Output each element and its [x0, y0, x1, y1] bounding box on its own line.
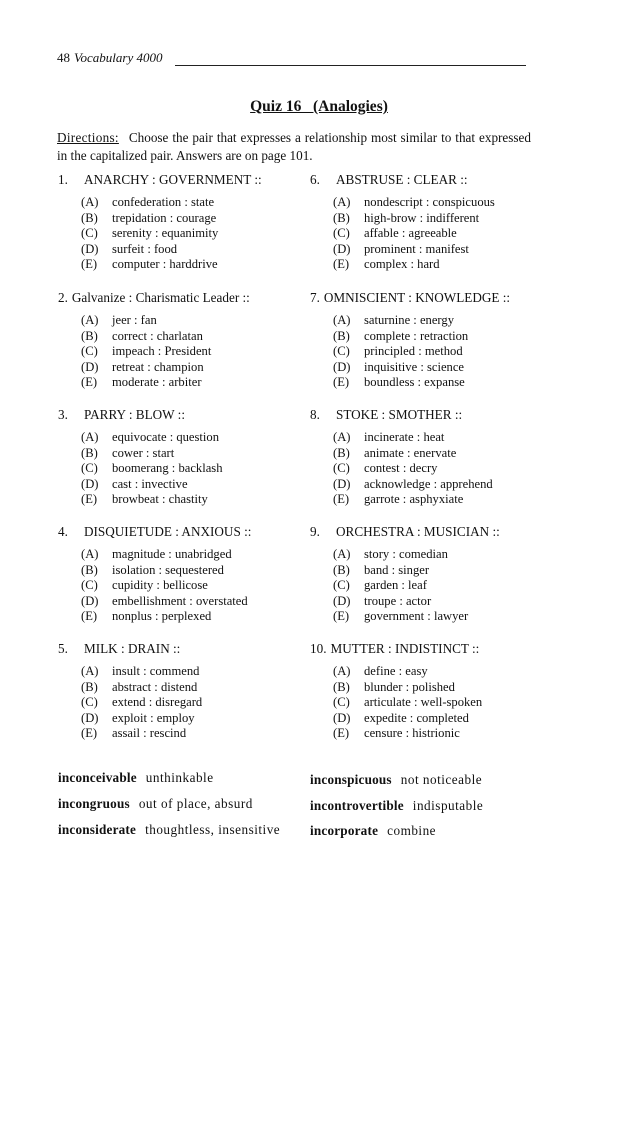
question-stem [58, 641, 308, 659]
option-letter: (A) [333, 547, 351, 561]
question-text: ORCHESTRA : MUSICIAN :: [336, 524, 500, 539]
vocab-item [58, 770, 214, 786]
answer-option [81, 430, 308, 446]
question-number: 6. [310, 172, 320, 187]
answer-option [81, 680, 308, 696]
option-text: expedite : completed [364, 710, 469, 725]
question-text: MILK : DRAIN :: [84, 641, 181, 656]
question-stem [58, 407, 308, 425]
question-stem [310, 172, 560, 190]
question-5 [58, 641, 308, 742]
answer-option [333, 430, 560, 446]
option-letter: (D) [81, 476, 99, 491]
answer-option [81, 664, 308, 680]
option-text: retreat : champion [112, 359, 204, 374]
option-text: extend : disregard [112, 695, 203, 710]
option-list [333, 313, 560, 391]
option-list [333, 664, 560, 742]
option-list [81, 664, 308, 742]
option-letter: (A) [81, 195, 99, 209]
question-number: 2. [58, 290, 68, 305]
question-number: 4. [58, 524, 68, 539]
option-text: jeer : fan [112, 313, 157, 327]
vocab-word: inconspicuous [310, 772, 392, 787]
answer-option [81, 360, 308, 376]
book-title: Vocabulary 4000 [74, 50, 163, 65]
option-letter: (C) [333, 695, 350, 710]
option-letter: (C) [81, 461, 98, 476]
option-text: affable : agreeable [364, 226, 457, 241]
option-letter: (C) [81, 344, 98, 359]
option-text: inquisitive : science [364, 359, 465, 374]
option-text: exploit : employ [112, 710, 195, 725]
answer-option [333, 492, 560, 508]
question-stem [310, 641, 560, 659]
vocab-word: incorporate [310, 823, 379, 838]
vocab-item [58, 796, 253, 812]
option-text: story : comedian [364, 547, 448, 561]
header-rule [175, 65, 526, 66]
option-text: government : lawyer [364, 609, 469, 624]
answer-option [81, 226, 308, 242]
answer-option [81, 492, 308, 508]
option-text: complex : hard [364, 257, 440, 272]
question-3 [58, 407, 308, 508]
answer-option [81, 594, 308, 610]
vocab-item [310, 823, 436, 839]
option-text: cower : start [112, 445, 175, 460]
answer-option [81, 344, 308, 360]
answer-option [333, 609, 560, 625]
question-text: MUTTER : INDISTINCT :: [330, 641, 480, 656]
answer-option [81, 477, 308, 493]
page-header [57, 51, 526, 66]
option-letter: (C) [333, 461, 350, 476]
question-8 [310, 407, 560, 508]
answer-option [81, 547, 308, 563]
answer-option [333, 695, 560, 711]
option-list [81, 313, 308, 391]
option-list [333, 547, 560, 625]
option-text: moderate : arbiter [112, 375, 202, 390]
option-letter: (B) [333, 210, 350, 225]
option-letter: (B) [81, 562, 98, 577]
option-list [333, 430, 560, 508]
option-letter: (B) [333, 562, 350, 577]
vocab-word: incongruous [58, 796, 130, 811]
option-text: garrote : asphyxiate [364, 492, 464, 507]
question-9 [310, 524, 560, 625]
vocab-definition: not noticeable [400, 772, 483, 787]
option-letter: (C) [333, 344, 350, 359]
answer-option [333, 375, 560, 391]
option-letter: (D) [81, 359, 99, 374]
option-text: troupe : actor [364, 593, 432, 608]
answer-option [81, 375, 308, 391]
directions [57, 129, 531, 165]
option-text: high-brow : indifferent [364, 210, 480, 225]
question-number: 8. [310, 407, 320, 422]
option-text: acknowledge : apprehend [364, 476, 493, 491]
answer-option [81, 578, 308, 594]
question-stem [58, 524, 308, 542]
option-text: saturnine : energy [364, 313, 454, 327]
question-stem [310, 524, 560, 542]
option-letter: (D) [81, 241, 99, 256]
option-text: cast : invective [112, 476, 188, 491]
question-stem [310, 290, 560, 308]
question-text: STOKE : SMOTHER :: [336, 407, 463, 422]
option-letter: (B) [333, 679, 350, 694]
option-text: boomerang : backlash [112, 461, 223, 476]
option-letter: (E) [333, 375, 350, 390]
question-number: 5. [58, 641, 68, 656]
answer-option [81, 726, 308, 742]
option-letter: (D) [333, 710, 351, 725]
vocab-item [310, 772, 482, 788]
option-text: assail : rescind [112, 726, 187, 741]
option-letter: (A) [333, 195, 351, 209]
question-text: Galvanize : Charismatic Leader :: [71, 290, 250, 305]
option-text: equivocate : question [112, 430, 220, 444]
option-text: trepidation : courage [112, 210, 217, 225]
option-text: principled : method [364, 344, 463, 359]
option-text: animate : enervate [364, 445, 457, 460]
option-letter: (B) [81, 679, 98, 694]
option-letter: (A) [333, 430, 351, 444]
option-letter: (D) [333, 476, 351, 491]
answer-option [333, 664, 560, 680]
answer-option [333, 446, 560, 462]
question-number: 10. [310, 641, 327, 656]
vocab-definition: thoughtless, insensitive [145, 822, 281, 837]
answer-option [333, 726, 560, 742]
option-letter: (C) [81, 226, 98, 241]
option-letter: (A) [81, 313, 99, 327]
option-text: nonplus : perplexed [112, 609, 212, 624]
option-text: garden : leaf [364, 578, 427, 593]
question-number: 3. [58, 407, 68, 422]
question-stem [58, 290, 308, 308]
option-list [81, 195, 308, 273]
answer-option [81, 211, 308, 227]
vocab-word: incontrovertible [310, 798, 404, 813]
option-letter: (C) [81, 578, 98, 593]
answer-option [81, 609, 308, 625]
vocab-word: inconceivable [58, 770, 137, 785]
option-letter: (E) [333, 257, 350, 272]
question-text: ANARCHY : GOVERNMENT :: [84, 172, 262, 187]
answer-option [333, 547, 560, 563]
option-letter: (E) [81, 257, 98, 272]
question-stem [310, 407, 560, 425]
answer-option [333, 477, 560, 493]
answer-option [333, 226, 560, 242]
vocab-item [58, 822, 280, 838]
answer-option [81, 313, 308, 329]
option-letter: (D) [333, 359, 351, 374]
answer-option [333, 211, 560, 227]
directions-text: Choose the pair that expresses a relationship most similar to that expressed in the capitalized pair. Answers are on page 101. [57, 130, 532, 163]
directions-label: Directions: [57, 130, 119, 145]
answer-option [81, 242, 308, 258]
option-letter: (A) [81, 547, 99, 561]
vocab-definition: indisputable [412, 798, 484, 813]
option-text: articulate : well-spoken [364, 695, 483, 710]
option-letter: (A) [81, 664, 99, 678]
option-text: band : singer [364, 562, 430, 577]
option-text: abstract : distend [112, 679, 198, 694]
vocab-definition: out of place, absurd [138, 796, 253, 811]
option-text: prominent : manifest [364, 241, 469, 256]
option-letter: (E) [333, 492, 350, 507]
answer-option [333, 578, 560, 594]
vocab-item [310, 798, 483, 814]
option-text: browbeat : chastity [112, 492, 208, 507]
option-list [333, 195, 560, 273]
question-4 [58, 524, 308, 625]
question-number: 1. [58, 172, 68, 187]
option-letter: (E) [81, 726, 98, 741]
answer-option [333, 680, 560, 696]
option-letter: (A) [81, 430, 99, 444]
option-text: embellishment : overstated [112, 593, 248, 608]
question-text: PARRY : BLOW :: [84, 407, 186, 422]
option-letter: (E) [81, 492, 98, 507]
answer-option [81, 563, 308, 579]
option-text: correct : charlatan [112, 328, 203, 343]
question-10 [310, 641, 560, 742]
option-letter: (E) [333, 609, 350, 624]
answer-option [333, 257, 560, 273]
option-text: contest : decry [364, 461, 438, 476]
option-list [81, 547, 308, 625]
answer-option [333, 195, 560, 211]
question-1 [58, 172, 308, 273]
question-number: 9. [310, 524, 320, 539]
question-text: DISQUIETUDE : ANXIOUS :: [84, 524, 252, 539]
option-letter: (C) [333, 578, 350, 593]
answer-option [81, 257, 308, 273]
option-letter: (C) [333, 226, 350, 241]
answer-option [333, 711, 560, 727]
option-letter: (C) [81, 695, 98, 710]
option-letter: (E) [81, 375, 98, 390]
option-text: computer : harddrive [112, 257, 218, 272]
vocab-word: inconsiderate [58, 822, 137, 837]
answer-option [81, 711, 308, 727]
question-number: 7. [310, 290, 320, 305]
question-text: OMNISCIENT : KNOWLEDGE :: [323, 290, 511, 305]
option-text: cupidity : bellicose [112, 578, 208, 593]
option-text: blunder : polished [364, 679, 455, 694]
question-stem [58, 172, 308, 190]
option-letter: (B) [333, 445, 350, 460]
option-list [81, 430, 308, 508]
option-text: censure : histrionic [364, 726, 460, 741]
answer-option [333, 313, 560, 329]
answer-option [81, 695, 308, 711]
option-text: surfeit : food [112, 241, 178, 256]
option-text: isolation : sequestered [112, 562, 224, 577]
option-letter: (A) [333, 313, 351, 327]
answer-option [333, 461, 560, 477]
option-letter: (B) [81, 445, 98, 460]
option-letter: (D) [81, 710, 99, 725]
vocab-definition: combine [387, 823, 437, 838]
option-text: insult : commend [112, 664, 200, 678]
question-2 [58, 290, 308, 391]
question-text: ABSTRUSE : CLEAR :: [336, 172, 468, 187]
option-text: magnitude : unabridged [112, 547, 232, 561]
option-text: complete : retraction [364, 328, 469, 343]
answer-option [333, 329, 560, 345]
answer-option [333, 360, 560, 376]
option-letter: (B) [333, 328, 350, 343]
answer-option [333, 594, 560, 610]
option-text: define : easy [364, 664, 428, 678]
answer-option [333, 563, 560, 579]
answer-option [81, 461, 308, 477]
page-number: 48 [57, 50, 70, 65]
quiz-title-text: Quiz 16 (Analogies) [250, 98, 388, 115]
option-letter: (D) [333, 241, 351, 256]
option-letter: (A) [333, 664, 351, 678]
option-text: incinerate : heat [364, 430, 445, 444]
option-text: impeach : President [112, 344, 212, 359]
option-letter: (D) [333, 593, 351, 608]
answer-option [81, 195, 308, 211]
answer-option [81, 446, 308, 462]
option-text: nondescript : conspicuous [364, 195, 495, 209]
option-letter: (B) [81, 328, 98, 343]
option-letter: (E) [81, 609, 98, 624]
option-text: boundless : expanse [364, 375, 465, 390]
question-7 [310, 290, 560, 391]
option-letter: (B) [81, 210, 98, 225]
answer-option [333, 344, 560, 360]
option-letter: (D) [81, 593, 99, 608]
question-6 [310, 172, 560, 273]
vocab-definition: unthinkable [145, 770, 214, 785]
answer-option [81, 329, 308, 345]
option-text: confederation : state [112, 195, 215, 209]
answer-option [333, 242, 560, 258]
option-text: serenity : equanimity [112, 226, 219, 241]
option-letter: (E) [333, 726, 350, 741]
quiz-title [0, 98, 638, 116]
